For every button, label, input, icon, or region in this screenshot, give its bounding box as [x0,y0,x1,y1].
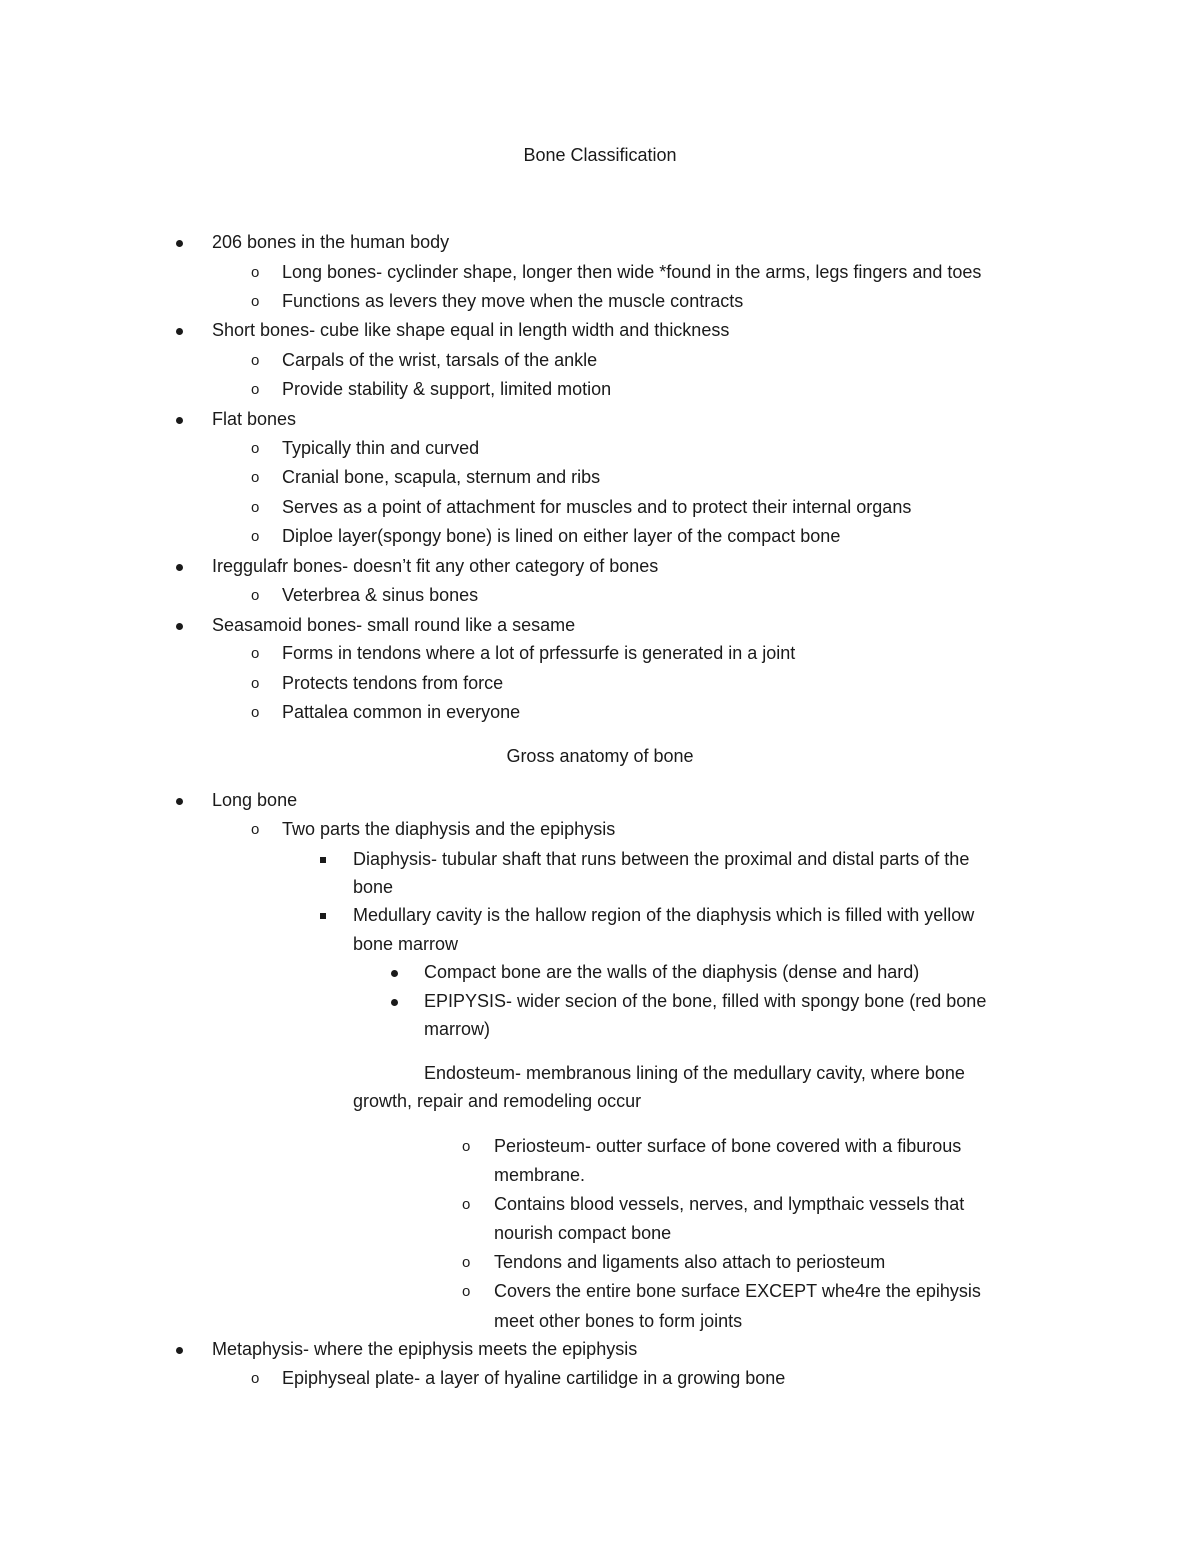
list-item: Compact bone are the walls of the diaphysis (dense and hard) [424,962,920,982]
list-item: Two parts the diaphysis and the epiphysis [282,819,616,839]
square-bullet-icon [320,857,326,863]
list-item: Veterbrea & sinus bones [282,585,479,605]
circle-bullet-icon: o [251,587,260,604]
list-item-continuation: bone marrow [353,934,459,954]
list-item-continuation: bone [353,877,394,897]
list-item: Seasamoid bones- small round like a sesame [212,615,576,635]
list-item: Serves as a point of attachment for muscles and to protect their internal organs [282,497,912,517]
circle-bullet-icon: o [462,1283,471,1300]
list-item: Long bone [212,790,298,810]
list-item: Forms in tendons where a lot of prfessurfe is generated in a joint [282,643,796,663]
list-item: EPIPYSIS- wider secion of the bone, filled with spongy bone (red bone [424,991,987,1011]
list-item: Short bones- cube like shape equal in length width and thickness [212,320,730,340]
list-item: Ireggulafr bones- doesn’t fit any other category of bones [212,556,659,576]
list-item: Pattalea common in everyone [282,702,521,722]
list-item: Covers the entire bone surface EXCEPT whe4re the epihysis [494,1281,981,1301]
square-bullet-icon [320,913,326,919]
section-title: Gross anatomy of bone [506,746,694,766]
list-item: Long bones- cyclinder shape, longer then wide *found in the arms, legs fingers and toes [282,262,982,282]
circle-bullet-icon: o [251,381,260,398]
circle-bullet-icon: o [251,675,260,692]
circle-bullet-icon: o [462,1196,471,1213]
list-item: Flat bones [212,409,297,429]
bullet-icon [176,623,183,630]
list-item-continuation: nourish compact bone [494,1223,672,1243]
bullet-icon [176,564,183,571]
bullet-icon [176,328,183,335]
circle-bullet-icon: o [251,821,260,838]
circle-bullet-icon: o [251,499,260,516]
list-item-continuation: marrow) [424,1019,490,1039]
page-title: Bone Classification [523,145,677,165]
circle-bullet-icon: o [251,1370,260,1387]
list-item: Carpals of the wrist, tarsals of the ankle [282,350,598,370]
circle-bullet-icon: o [462,1254,471,1271]
list-item: Periosteum- outter surface of bone covered with a fiburous [494,1136,962,1156]
circle-bullet-icon: o [251,528,260,545]
paragraph-continuation: growth, repair and remodeling occur [353,1091,642,1111]
circle-bullet-icon: o [462,1138,471,1155]
list-item: Provide stability & support, limited motion [282,379,612,399]
list-item: Diploe layer(spongy bone) is lined on either layer of the compact bone [282,526,841,546]
bullet-icon [391,999,398,1006]
circle-bullet-icon: o [251,645,260,662]
circle-bullet-icon: o [251,440,260,457]
list-item: Cranial bone, scapula, sternum and ribs [282,467,601,487]
bullet-icon [176,417,183,424]
bullet-icon [391,970,398,977]
list-item: Tendons and ligaments also attach to periosteum [494,1252,886,1272]
paragraph: Endosteum- membranous lining of the medullary cavity, where bone [424,1063,965,1083]
circle-bullet-icon: o [251,469,260,486]
list-item: Typically thin and curved [282,438,480,458]
list-item: Functions as levers they move when the muscle contracts [282,291,744,311]
list-item: Diaphysis- tubular shaft that runs between the proximal and distal parts of the [353,849,970,869]
circle-bullet-icon: o [251,293,260,310]
circle-bullet-icon: o [251,264,260,281]
list-item-continuation: membrane. [494,1165,586,1185]
list-item: Metaphysis- where the epiphysis meets the epiphysis [212,1339,638,1359]
list-item: Protects tendons from force [282,673,504,693]
bullet-icon [176,240,183,247]
bullet-icon [176,798,183,805]
list-item: Epiphyseal plate- a layer of hyaline cartilidge in a growing bone [282,1368,786,1388]
list-item: Contains blood vessels, nerves, and lympthaic vessels that [494,1194,965,1214]
list-item-continuation: meet other bones to form joints [494,1311,743,1331]
circle-bullet-icon: o [251,704,260,721]
list-item: Medullary cavity is the hallow region of the diaphysis which is filled with yellow [353,905,975,925]
bullet-icon [176,1347,183,1354]
circle-bullet-icon: o [251,352,260,369]
list-item: 206 bones in the human body [212,232,450,252]
